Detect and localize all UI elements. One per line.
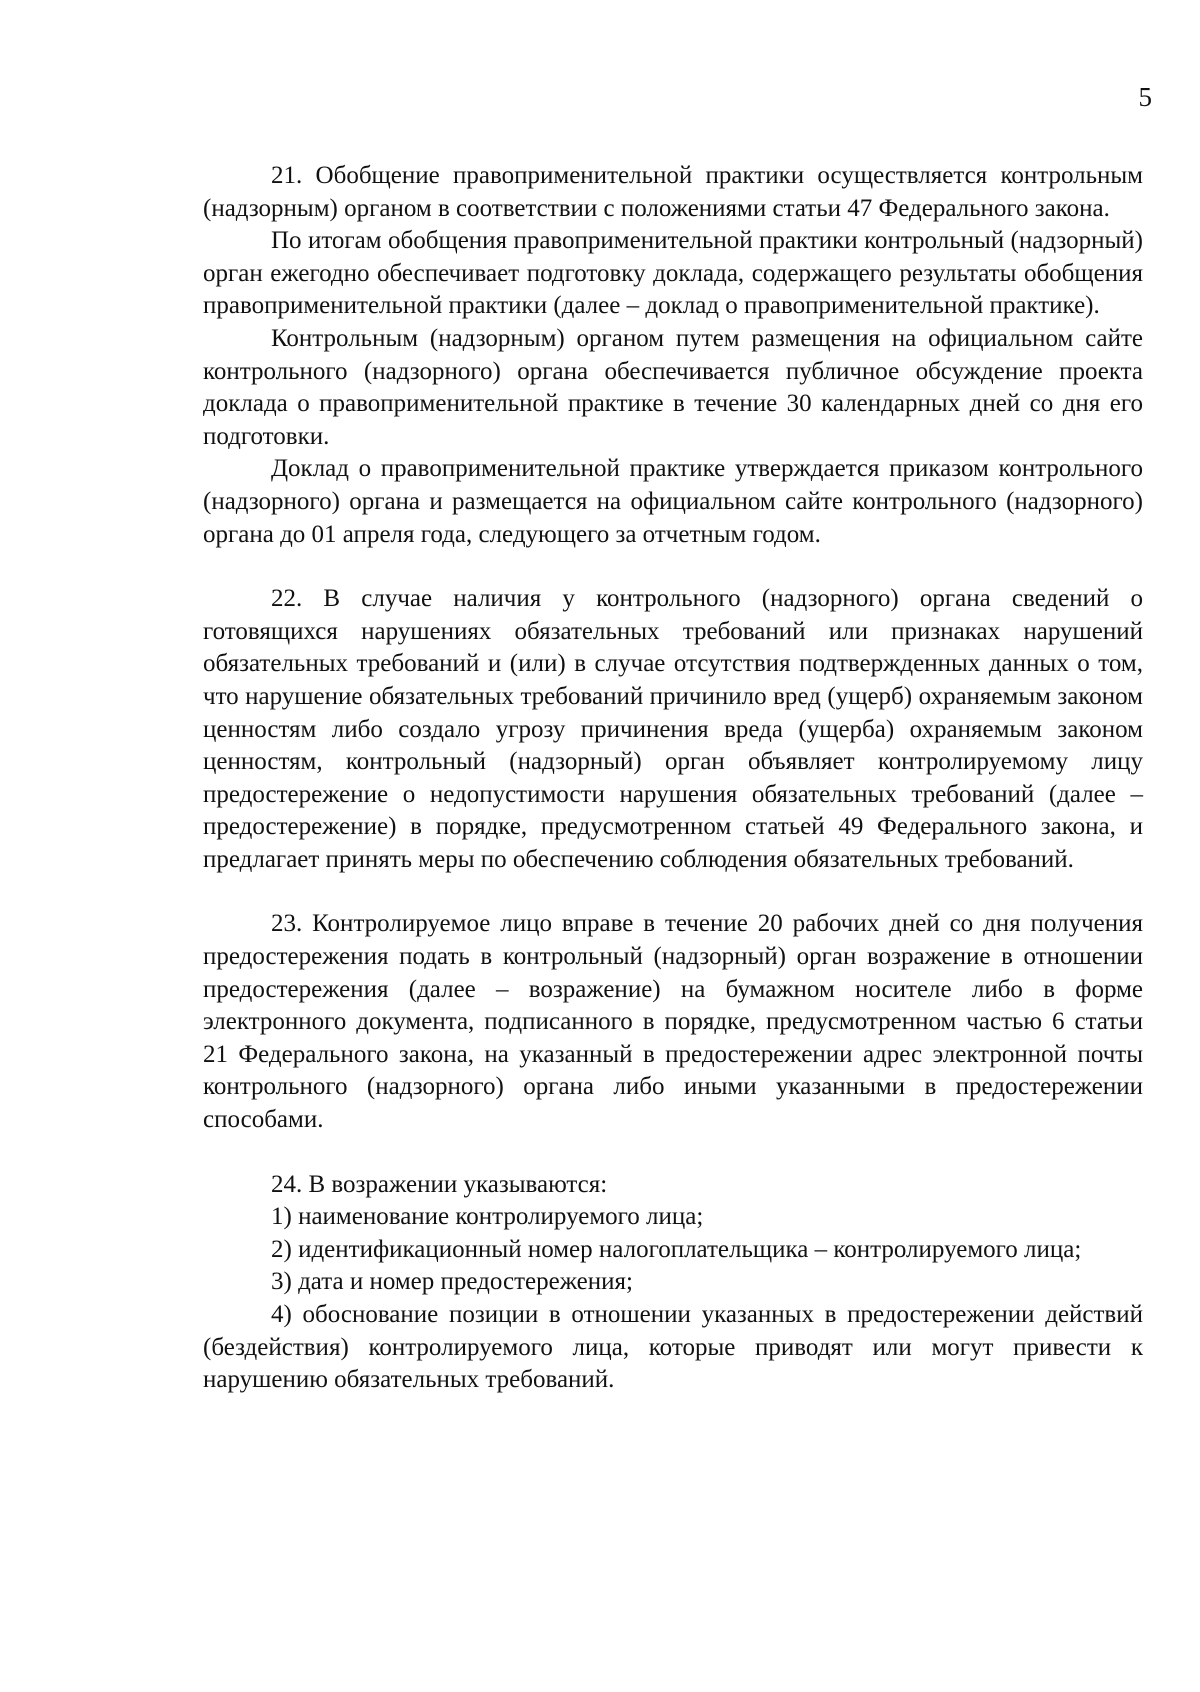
- paragraph-23-1: 23. Контролируемое лицо вправе в течение 20 рабочих дней со дня получения предостережения подать в контрольный (надзорный) орган возражение в отношении предостережения (далее – возражение) на бумажном носителе либо в форме электронного документа, подписанного в порядке, предусмотренном частью 6 статьи 21 Федерального закона, на указанный в предостережении адрес электронной почты контрольного (надзорного) органа либо иными указанными в предостережении способами.: [203, 910, 1143, 1134]
- paragraph-21-3: Контрольным (надзорным) органом путем размещения на официальном сайте контрольного (надзорного) органа обеспечивается публичное обсуждение проекта доклада о правоприменительной практике в течение 30 календарных дней со дня его подготовки.: [203, 324, 1143, 450]
- list-item-24-2: 2) идентификационный номер налогоплательщика – контролируемого лица;: [271, 1235, 1082, 1263]
- section-21: [203, 160, 1143, 551]
- paragraph-21-4: Доклад о правоприменительной практике утверждается приказом контрольного (надзорного) органа и размещается на официальном сайте контрольного (надзорного) органа до 01 апреля года, следующего за отчетным годом.: [203, 455, 1143, 548]
- paragraph-24-heading: 24. В возражении указываются:: [271, 1170, 608, 1198]
- section-22: [203, 583, 1143, 876]
- section-23: [203, 908, 1143, 1136]
- paragraph-21-1: 21. Обобщение правоприменительной практики осуществляется контрольным (надзорным) органом в соответствии с положениями статьи 47 Федерального закона.: [203, 162, 1143, 222]
- list-item-24-4: 4) обоснование позиции в отношении указанных в предостережении действий (бездействия) контролируемого лица, которые приводят или могут привести к нарушению обязательных требований.: [203, 1301, 1143, 1394]
- list-item-24-1: 1) наименование контролируемого лица;: [271, 1203, 704, 1231]
- paragraph-21-2: По итогам обобщения правоприменительной практики контрольный (надзорный) орган ежегодно обеспечивает подготовку доклада, содержащего результаты обобщения правоприменительной практики (далее – доклад о правоприменительной практике).: [203, 227, 1143, 320]
- list-item-24-3: 3) дата и номер предостережения;: [271, 1268, 633, 1296]
- page-number: 5: [1138, 82, 1152, 112]
- section-24: [203, 1169, 1143, 1397]
- paragraph-22-1: 22. В случае наличия у контрольного (надзорного) органа сведений о готовящихся нарушениях обязательных требований или признаках нарушений обязательных требований и (или) в случае отсутствия подтвержденных данных о том, что нарушение обязательных требований причинило вред (ущерб) охраняемым законом ценностям либо создало угрозу причинения вреда (ущерба) охраняемым законом ценностям, контрольный (надзорный) орган объявляет контролируемому лицу предостережение о недопустимости нарушения обязательных требований (далее – предостережение) в порядке, предусмотренном статьей 49 Федерального закона, и предлагает принять меры по обеспечению соблюдения обязательных требований.: [203, 585, 1143, 873]
- document-body: [203, 160, 1143, 1397]
